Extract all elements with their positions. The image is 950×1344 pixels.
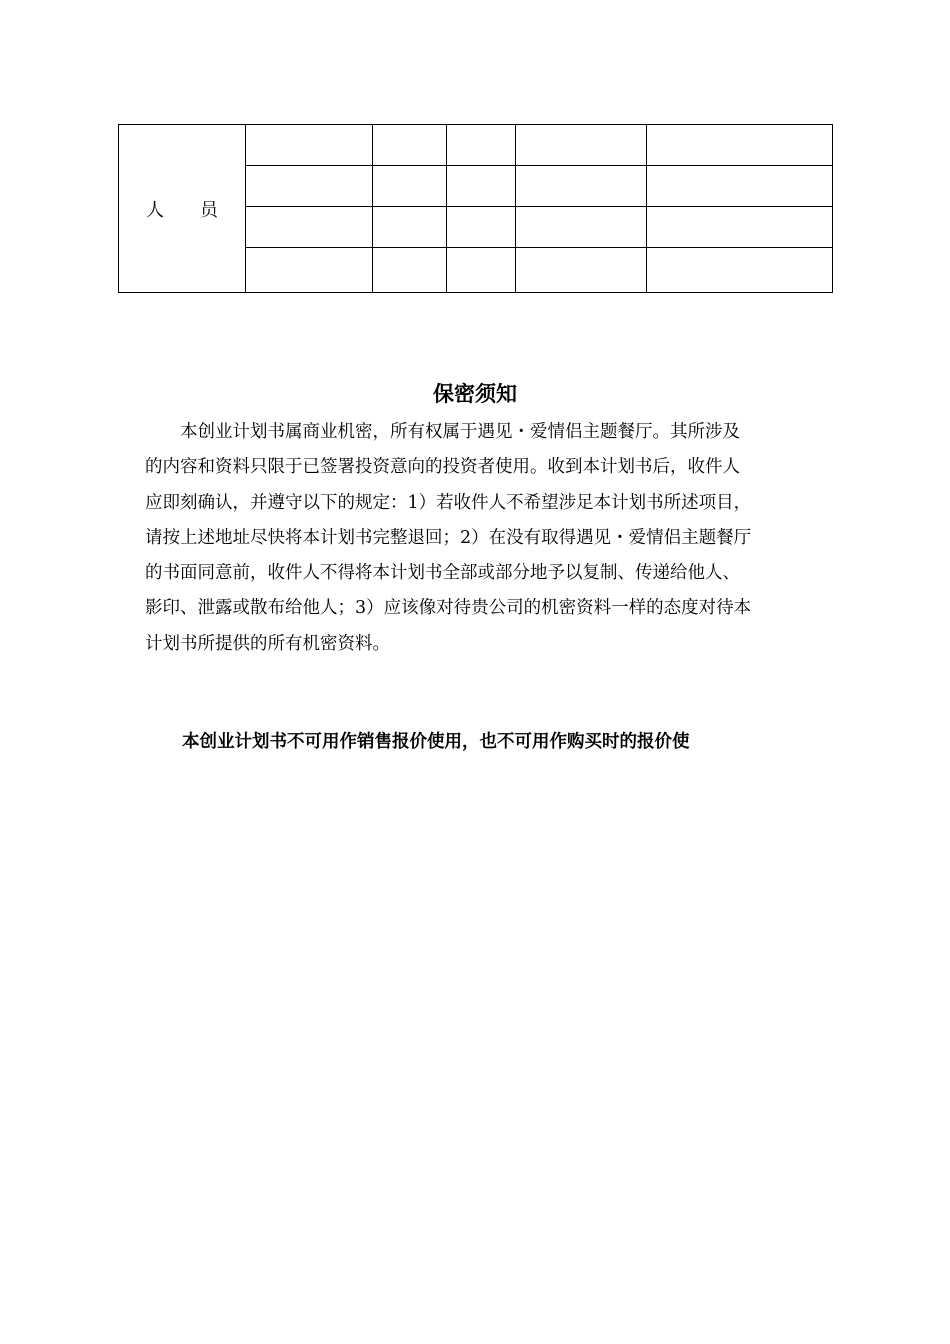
table-cell xyxy=(516,248,647,293)
table-cell xyxy=(516,125,647,166)
table-cell xyxy=(447,166,516,207)
paragraph-line: 的书面同意前，收件人不得将本计划书全部或部分地予以复制、传递给他人、 xyxy=(145,563,740,584)
table-cell xyxy=(647,125,833,166)
personnel-label-left: 人 xyxy=(146,199,164,221)
table-cell xyxy=(246,248,373,293)
table-cell xyxy=(373,248,447,293)
paragraph-line: 本创业计划书属商业机密，所有权属于遇见・爱情侣主题餐厅。其所涉及 xyxy=(180,422,740,442)
table-cell xyxy=(647,207,833,248)
pricing-disclaimer: 本创业计划书不可用作销售报价使用，也不可用作购买时的报价使 xyxy=(182,732,690,752)
table-row xyxy=(119,125,833,166)
table-cell xyxy=(246,207,373,248)
table-cell xyxy=(447,125,516,166)
confidentiality-title: 保密须知 xyxy=(433,382,517,406)
personnel-label-cell xyxy=(119,125,246,293)
table-cell xyxy=(516,207,647,248)
table-cell xyxy=(647,248,833,293)
personnel-label-right: 员 xyxy=(200,199,218,221)
table-cell xyxy=(246,166,373,207)
table-cell xyxy=(447,207,516,248)
table-cell xyxy=(373,166,447,207)
paragraph-line: 的内容和资料只限于已签署投资意向的投资者使用。收到本计划书后，收件人 xyxy=(145,457,740,478)
table-cell xyxy=(373,125,447,166)
personnel-table xyxy=(118,124,833,293)
table-cell xyxy=(447,248,516,293)
paragraph-line: 计划书所提供的所有机密资料。 xyxy=(145,633,390,654)
table-cell xyxy=(647,166,833,207)
paragraph-line: 影印、泄露或散布给他人；3）应该像对待贵公司的机密资料一样的态度对待本 xyxy=(145,598,752,619)
paragraph-line: 请按上述地址尽快将本计划书完整退回；2）在没有取得遇见・爱情侣主题餐厅 xyxy=(145,527,752,548)
table-cell xyxy=(246,125,373,166)
confidentiality-paragraph xyxy=(145,415,807,662)
table-cell xyxy=(516,166,647,207)
paragraph-line: 应即刻确认，并遵守以下的规定：1）若收件人不希望涉足本计划书所述项目， xyxy=(145,492,752,513)
table-cell xyxy=(373,207,447,248)
